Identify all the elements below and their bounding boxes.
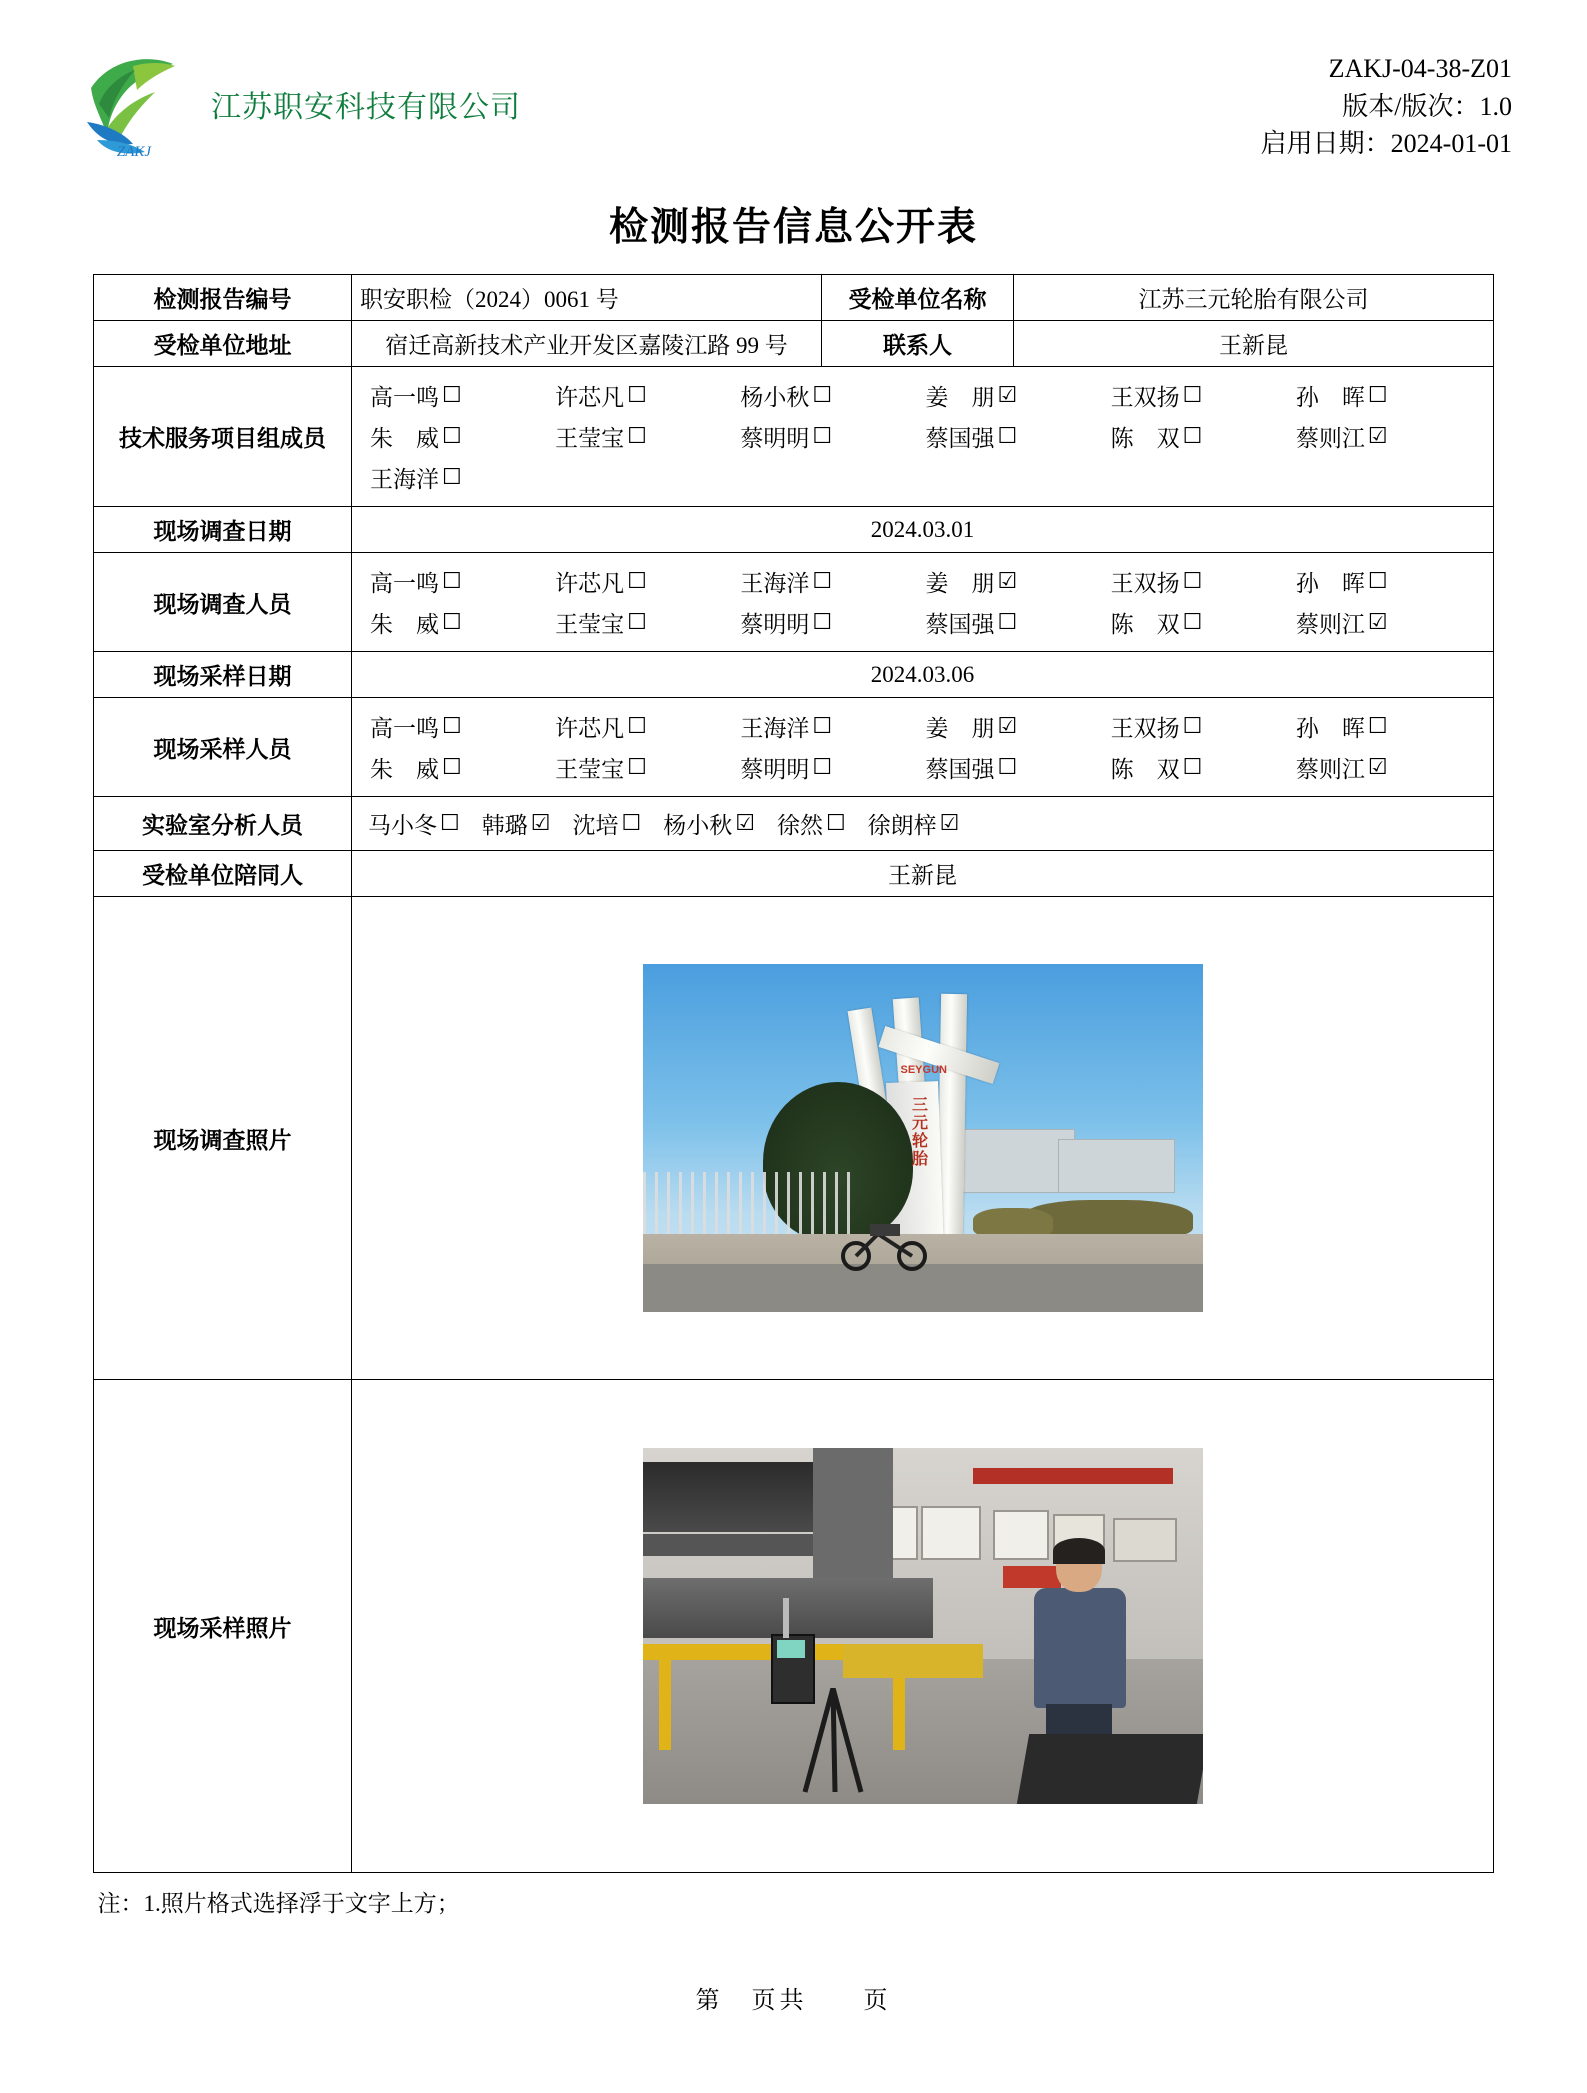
checkbox-unchecked-icon[interactable]: ☐ <box>442 713 462 739</box>
svg-text:ZAKJ: ZAKJ <box>116 144 152 160</box>
person-name: 王莹宝 <box>555 757 625 782</box>
person-name: 许芯凡 <box>555 716 625 741</box>
table-row <box>94 507 1494 553</box>
person-name: 杨小秋 <box>663 813 733 838</box>
safety-rail-post <box>659 1654 671 1750</box>
person-checkbox-item[interactable] <box>370 379 555 412</box>
document-version: 版本/版次：1.0 <box>1342 91 1512 121</box>
sampling-tube <box>783 1598 789 1638</box>
person-checkbox-item[interactable] <box>740 606 925 639</box>
sampling-photo-image <box>643 1448 1203 1804</box>
checkbox-checked-icon[interactable]: ☑ <box>997 568 1018 594</box>
survey-photo-image <box>643 964 1203 1312</box>
report-info-table <box>93 274 1494 1873</box>
person-name: 王莹宝 <box>555 612 625 637</box>
team-label: 技术服务项目组成员 <box>94 367 352 507</box>
person-name: 蔡国强 <box>925 426 995 451</box>
survey-staff-cell <box>352 553 1494 652</box>
person-checkbox-item[interactable] <box>1111 379 1296 412</box>
person-checkbox-item[interactable] <box>555 606 740 639</box>
checkbox-unchecked-icon[interactable]: ☐ <box>1182 754 1203 780</box>
survey-photo-cell <box>352 897 1494 1380</box>
effective-date: 启用日期：2024-01-01 <box>1260 129 1512 159</box>
person-name: 姜 朋 <box>925 385 995 410</box>
checkbox-unchecked-icon[interactable]: ☐ <box>627 423 647 449</box>
person-name: 王海洋 <box>370 467 439 492</box>
checkbox-unchecked-icon[interactable]: ☐ <box>1367 382 1388 408</box>
person-checkbox-item[interactable] <box>1296 420 1481 453</box>
person-name: 朱 威 <box>370 757 439 782</box>
person-checkbox-item[interactable] <box>370 420 555 453</box>
person-checkbox-item[interactable] <box>740 420 925 453</box>
checkbox-unchecked-icon[interactable]: ☐ <box>1367 568 1388 594</box>
person-checkbox-item[interactable] <box>555 379 740 412</box>
checkbox-unchecked-icon[interactable]: ☐ <box>1182 382 1203 408</box>
checkbox-unchecked-icon[interactable]: ☐ <box>627 713 647 739</box>
person-checkbox-item[interactable] <box>572 807 641 840</box>
worker-hair <box>1053 1538 1105 1564</box>
table-row <box>94 1380 1494 1873</box>
person-checkbox-item[interactable] <box>1111 420 1296 453</box>
person-name: 蔡国强 <box>925 757 995 782</box>
person-checkbox-item[interactable] <box>370 461 555 494</box>
person-name: 杨小秋 <box>740 385 810 410</box>
person-checkbox-item[interactable] <box>740 565 925 598</box>
address-label: 受检单位地址 <box>94 321 352 367</box>
report-no-value: 职安职检（2024）0061 号 <box>352 275 822 321</box>
person-name: 王海洋 <box>740 571 810 596</box>
checkbox-unchecked-icon[interactable]: ☐ <box>627 382 647 408</box>
footnote: 注：1.照片格式选择浮于文字上方； <box>97 1891 460 1916</box>
checkbox-unchecked-icon[interactable]: ☐ <box>1182 713 1203 739</box>
checkbox-unchecked-icon[interactable]: ☐ <box>812 713 833 739</box>
person-name: 徐朗梓 <box>867 813 937 838</box>
person-name: 姜 朋 <box>925 571 995 596</box>
checkbox-unchecked-icon[interactable]: ☐ <box>1182 568 1203 594</box>
checkbox-unchecked-icon[interactable]: ☐ <box>442 423 462 449</box>
person-name: 徐然 <box>776 813 823 838</box>
person-name: 蔡国强 <box>925 612 995 637</box>
person-checkbox-item[interactable] <box>555 420 740 453</box>
document-header <box>75 40 1512 170</box>
checkbox-checked-icon[interactable]: ☑ <box>939 810 960 836</box>
client-label: 受检单位名称 <box>822 275 1014 321</box>
table-row <box>94 851 1494 897</box>
person-name: 高一鸣 <box>370 385 439 410</box>
person-checkbox-item[interactable] <box>926 710 1111 743</box>
person-name: 高一鸣 <box>370 716 439 741</box>
person-name: 朱 威 <box>370 426 439 451</box>
person-name: 蔡明明 <box>740 612 810 637</box>
person-checkbox-item[interactable] <box>740 751 925 784</box>
table-row <box>94 553 1494 652</box>
person-name: 陈 双 <box>1110 612 1180 637</box>
person-checkbox-item[interactable] <box>926 379 1111 412</box>
person-name: 许芯凡 <box>555 385 625 410</box>
person-name: 姜 朋 <box>925 716 995 741</box>
person-checkbox-item[interactable] <box>482 807 551 840</box>
survey-photo-label: 现场调查照片 <box>94 897 352 1380</box>
survey-date-label: 现场调查日期 <box>94 507 352 553</box>
background-building <box>1058 1139 1175 1193</box>
checkbox-checked-icon[interactable]: ☑ <box>1367 423 1388 449</box>
address-value: 宿迁高新技术产业开发区嘉陵江路 99 号 <box>352 321 822 367</box>
survey-staff-label: 现场调查人员 <box>94 553 352 652</box>
escort-value: 王新昆 <box>352 851 1494 897</box>
lab-staff-label: 实验室分析人员 <box>94 797 352 851</box>
table-row <box>94 321 1494 367</box>
person-name: 蔡则江 <box>1295 426 1365 451</box>
banner <box>973 1468 1173 1484</box>
person-checkbox-item[interactable] <box>368 807 460 840</box>
checkbox-unchecked-icon[interactable]: ☐ <box>627 568 647 594</box>
checkbox-unchecked-icon[interactable]: ☐ <box>1367 713 1388 739</box>
monument-brand-text: SEYGUN <box>900 1064 947 1076</box>
pump-display <box>777 1640 805 1658</box>
escort-label: 受检单位陪同人 <box>94 851 352 897</box>
person-name: 陈 双 <box>1110 757 1180 782</box>
checkbox-unchecked-icon[interactable]: ☐ <box>812 609 833 635</box>
person-name: 陈 双 <box>1110 426 1180 451</box>
person-name: 王双扬 <box>1110 571 1180 596</box>
person-checkbox-item[interactable] <box>1111 565 1296 598</box>
person-name: 孙 晖 <box>1295 571 1365 596</box>
team-members-cell <box>352 367 1494 507</box>
checkbox-unchecked-icon[interactable]: ☐ <box>442 464 462 490</box>
person-checkbox-item[interactable] <box>777 807 846 840</box>
sampling-photo-label: 现场采样照片 <box>94 1380 352 1873</box>
header-meta <box>1261 40 1512 163</box>
person-checkbox-item[interactable] <box>926 751 1111 784</box>
person-name: 蔡则江 <box>1295 612 1365 637</box>
team-members-grid <box>360 373 1485 500</box>
checkbox-unchecked-icon[interactable]: ☐ <box>812 568 833 594</box>
person-checkbox-item[interactable] <box>370 751 555 784</box>
checkbox-unchecked-icon[interactable]: ☐ <box>627 609 647 635</box>
checkbox-unchecked-icon[interactable]: ☐ <box>1182 609 1203 635</box>
company-logo-icon <box>75 48 193 160</box>
person-name: 孙 晖 <box>1295 716 1365 741</box>
checkbox-unchecked-icon[interactable]: ☐ <box>812 423 833 449</box>
person-name: 王双扬 <box>1110 385 1180 410</box>
checkbox-unchecked-icon[interactable]: ☐ <box>997 754 1018 780</box>
person-name: 高一鸣 <box>370 571 439 596</box>
tripod <box>793 1688 873 1798</box>
checkbox-checked-icon[interactable]: ☑ <box>1367 609 1388 635</box>
checkbox-unchecked-icon[interactable]: ☐ <box>442 382 462 408</box>
page-footer: 第 页共 页 <box>695 1988 892 2014</box>
monument-sign-text: 三元轮胎 <box>909 1096 927 1168</box>
checkbox-unchecked-icon[interactable]: ☐ <box>442 609 462 635</box>
table-row <box>94 698 1494 797</box>
machine-column <box>813 1448 893 1598</box>
window <box>921 1506 981 1560</box>
checkbox-unchecked-icon[interactable]: ☐ <box>442 754 462 780</box>
sampling-staff-cell <box>352 698 1494 797</box>
person-checkbox-item[interactable] <box>1111 606 1296 639</box>
person-checkbox-item[interactable] <box>740 379 925 412</box>
person-checkbox-item[interactable] <box>555 751 740 784</box>
checkbox-unchecked-icon[interactable]: ☐ <box>621 810 642 836</box>
lab-staff-list <box>360 803 1485 844</box>
person-checkbox-item[interactable] <box>1296 379 1481 412</box>
table-row <box>94 797 1494 851</box>
person-checkbox-item[interactable] <box>740 710 925 743</box>
contact-label: 联系人 <box>822 321 1014 367</box>
checkbox-checked-icon[interactable]: ☑ <box>735 810 755 836</box>
lab-staff-cell <box>352 797 1494 851</box>
table-row <box>94 367 1494 507</box>
brand-block <box>75 40 521 160</box>
document-number: ZAKJ-04-38-Z01 <box>1328 54 1512 83</box>
sampling-date-label: 现场采样日期 <box>94 652 352 698</box>
person-name: 马小冬 <box>368 813 437 838</box>
checkbox-unchecked-icon[interactable]: ☐ <box>1182 423 1203 449</box>
person-name: 朱 威 <box>370 612 439 637</box>
survey-staff-grid <box>360 559 1485 645</box>
checkbox-unchecked-icon[interactable]: ☐ <box>997 609 1018 635</box>
person-name: 蔡则江 <box>1295 757 1365 782</box>
person-checkbox-item[interactable] <box>370 565 555 598</box>
checkbox-unchecked-icon[interactable]: ☐ <box>825 810 846 836</box>
company-name: 江苏职安科技有限公司 <box>211 91 521 124</box>
person-name: 王海洋 <box>740 716 810 741</box>
person-checkbox-item[interactable] <box>1111 751 1296 784</box>
person-checkbox-item[interactable] <box>1296 710 1481 743</box>
person-checkbox-item[interactable] <box>926 420 1111 453</box>
person-checkbox-item[interactable] <box>1296 565 1481 598</box>
checkbox-unchecked-icon[interactable]: ☐ <box>812 382 833 408</box>
person-checkbox-item[interactable] <box>868 807 960 840</box>
checkbox-checked-icon[interactable]: ☑ <box>997 713 1018 739</box>
person-checkbox-item[interactable] <box>555 565 740 598</box>
survey-date-value: 2024.03.01 <box>352 507 1494 553</box>
table-row <box>94 275 1494 321</box>
worker-body <box>1034 1588 1126 1708</box>
report-no-label: 检测报告编号 <box>94 275 352 321</box>
person-name: 王双扬 <box>1110 716 1180 741</box>
person-checkbox-item[interactable] <box>926 606 1111 639</box>
table-row <box>94 897 1494 1380</box>
person-checkbox-item[interactable] <box>926 565 1111 598</box>
contact-value: 王新昆 <box>1014 321 1494 367</box>
sampling-date-value: 2024.03.06 <box>352 652 1494 698</box>
checkbox-checked-icon[interactable]: ☑ <box>530 810 551 836</box>
machine-yellow-panel <box>843 1644 983 1678</box>
client-value: 江苏三元轮胎有限公司 <box>1014 275 1494 321</box>
person-name: 蔡明明 <box>740 426 810 451</box>
person-checkbox-item[interactable] <box>370 710 555 743</box>
checkbox-unchecked-icon[interactable]: ☐ <box>812 754 833 780</box>
sampling-photo-cell <box>352 1380 1494 1873</box>
person-name: 蔡明明 <box>740 757 810 782</box>
person-checkbox-item[interactable] <box>663 807 755 840</box>
person-checkbox-item[interactable] <box>1296 751 1481 784</box>
person-checkbox-item[interactable] <box>1296 606 1481 639</box>
person-checkbox-item[interactable] <box>1111 710 1296 743</box>
checkbox-checked-icon[interactable]: ☑ <box>1367 754 1388 780</box>
checkbox-unchecked-icon[interactable]: ☐ <box>440 810 460 836</box>
checkbox-checked-icon[interactable]: ☑ <box>997 382 1018 408</box>
person-checkbox-item[interactable] <box>370 606 555 639</box>
person-name: 沈培 <box>572 813 619 838</box>
gate-fence <box>643 1172 853 1234</box>
sampling-staff-grid <box>360 704 1485 790</box>
checkbox-unchecked-icon[interactable]: ☐ <box>997 423 1018 449</box>
person-name: 许芯凡 <box>555 571 625 596</box>
bicycle <box>838 1212 933 1272</box>
tarpaulin <box>1016 1734 1202 1804</box>
checkbox-unchecked-icon[interactable]: ☐ <box>442 568 462 594</box>
page-title: 检测报告信息公开表 <box>608 206 978 249</box>
checkbox-unchecked-icon[interactable]: ☐ <box>627 754 647 780</box>
person-checkbox-item[interactable] <box>555 710 740 743</box>
table-row <box>94 652 1494 698</box>
person-name: 韩璐 <box>481 813 528 838</box>
sampling-staff-label: 现场采样人员 <box>94 698 352 797</box>
person-name: 王莹宝 <box>555 426 625 451</box>
person-name: 孙 晖 <box>1295 385 1365 410</box>
